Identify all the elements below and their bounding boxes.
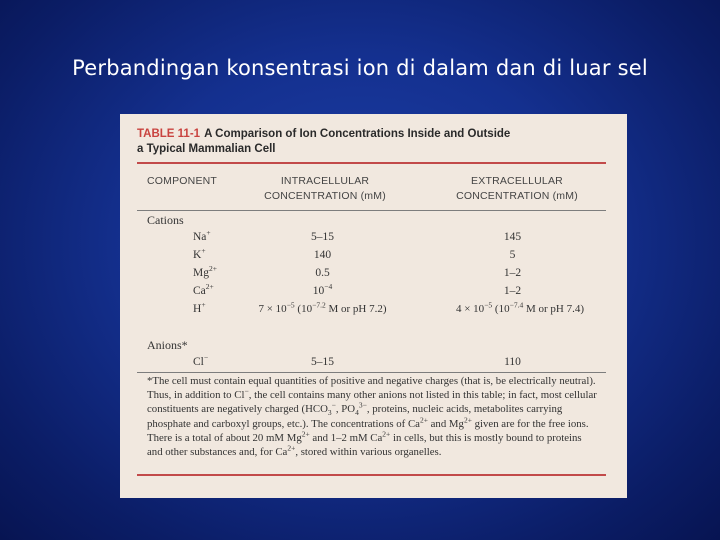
extra-value: 1–2: [503, 267, 522, 279]
footnote-rule: [137, 372, 606, 373]
table-row: [120, 264, 627, 285]
table-number: TABLE 11-1: [137, 128, 201, 140]
ion-name: Cl−: [193, 353, 209, 368]
table-caption-line1: A Comparison of Ion Concentrations Inside and Outside: [204, 128, 511, 140]
slide-title: Perbandingan konsentrasi ion di dalam dan di luar sel: [72, 56, 648, 80]
header-extra-line2: CONCENTRATION (mM): [456, 190, 578, 202]
header-intra-line2: CONCENTRATION (mM): [264, 190, 386, 202]
ion-name: $Mg^{2+}$: [193, 264, 217, 279]
intra-value: 5–15: [311, 231, 334, 243]
header-intra-line1: INTRACELLULAR: [280, 175, 370, 187]
table-row: [120, 228, 627, 249]
table-row: [120, 246, 627, 267]
table-row: [120, 300, 627, 321]
section-cations: Cations: [147, 213, 184, 227]
header-component: COMPONENT: [147, 175, 218, 187]
extra-value: 5: [509, 249, 516, 261]
intra-value: $7 \times 10^{-5}$ ($10^{-7.2}$ M or pH 7.2): [258, 300, 387, 315]
table-row: [120, 282, 627, 303]
extra-value: $4 \times 10^{-5}$ ($10^{-7.4}$ M or pH 7.4): [455, 300, 585, 315]
table-caption: [137, 127, 617, 157]
intra-value: 0.5: [315, 267, 330, 279]
header-intracellular: [245, 174, 405, 204]
ion-name: H+: [193, 300, 206, 315]
ion-name: Na+: [193, 228, 211, 243]
table-caption-line2: a Typical Mammalian Cell: [137, 143, 276, 155]
bottom-rule: [137, 474, 606, 476]
intra-value: 5–15: [311, 356, 334, 368]
top-rule: [137, 162, 606, 164]
intra-value: 140: [313, 249, 332, 261]
header-extra-line1: EXTRACELLULAR: [471, 175, 563, 187]
header-rule: [137, 210, 606, 211]
intra-value: $10^{-4}$: [312, 282, 333, 297]
ion-name: K+: [193, 246, 206, 261]
ion-name: $Ca^{2+}$: [193, 282, 214, 297]
header-extracellular: [433, 174, 601, 204]
extra-value: 1–2: [503, 285, 522, 297]
table-footnote: *The cell must contain equal quantities of positive and negative charges (that is, be electrically neutral). Thus, in addition to Cl−, the cell contains many other anions not listed in this table; in fact, most cellular constituents are negatively charged ($HCO_3^-$, $PO_4^{3-}$, proteins, nucleic acids, metabolites carrying phosphate and carboxyl groups, etc.). The concentrations of $Ca^{2+}$ and $Mg^{2+}$ given are for the free ions. There is a total of about 20 mM $Mg^{2+}$ and 1–2 mM $Ca^{2+}$ in cells, but this is mostly bound to proteins and other substances and, for $Ca^{2+}$, stored within various organelles.: [147, 375, 597, 459]
extra-value: 145: [503, 231, 522, 243]
ion-concentration-table: [120, 114, 627, 498]
extra-value: 110: [504, 356, 521, 368]
section-anions: Anions*: [147, 338, 188, 352]
